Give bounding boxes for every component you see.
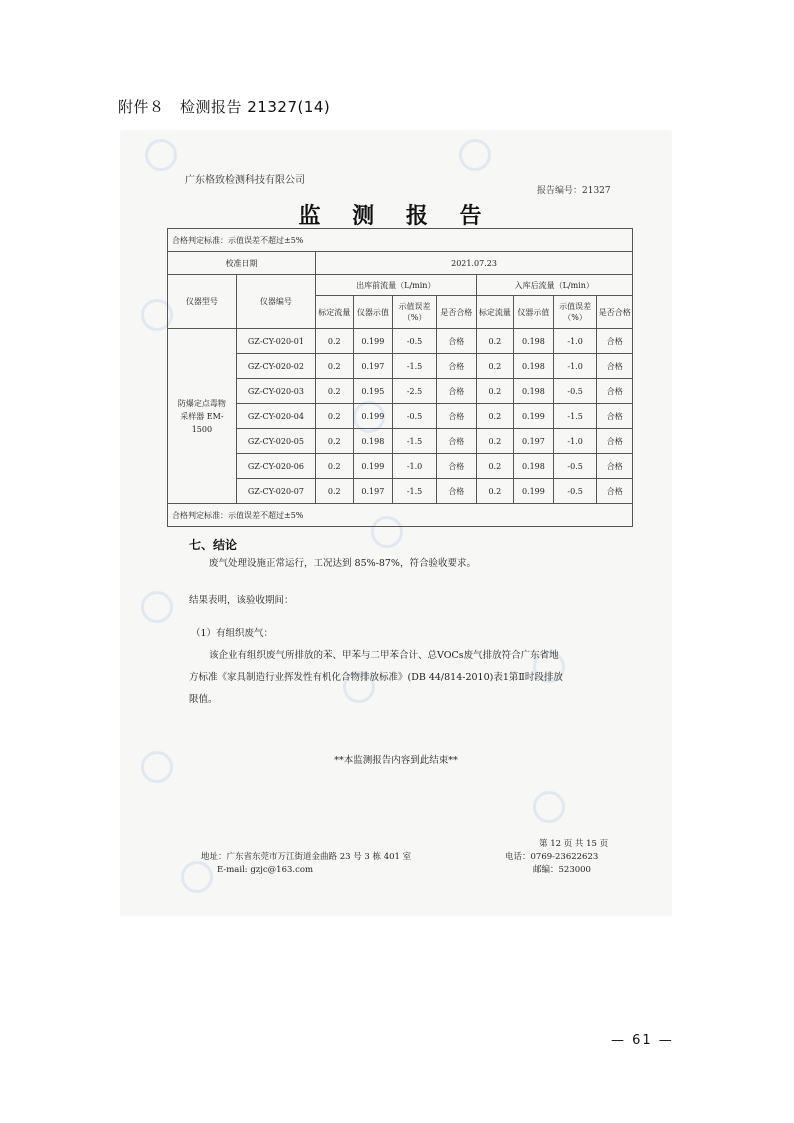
sub-error: 示值误差（%）: [393, 296, 437, 329]
cell: 0.199: [353, 454, 393, 479]
cell: 0.197: [353, 354, 393, 379]
table-row: [168, 429, 633, 454]
cell: -1.0: [553, 354, 597, 379]
page-number: — 61 —: [611, 1033, 674, 1048]
conclusion-p4-line1: 该企业有组织废气所排放的苯、甲苯与二甲苯合计、总VOCs废气排放符合广东省地: [209, 650, 559, 661]
cell: 0.199: [353, 404, 393, 429]
cell: 0.2: [476, 329, 514, 354]
cell: -0.5: [393, 404, 437, 429]
criteria-note-top: 合格判定标准：示值误差不超过±5%: [168, 229, 633, 252]
cell: -0.5: [553, 379, 597, 404]
conclusion-p3: （1）有组织废气：: [191, 628, 274, 639]
cal-date-label: 校准日期: [168, 252, 316, 275]
group-in-flow: 入库后流量（L/min）: [476, 275, 632, 296]
cell: 合格: [436, 329, 476, 354]
cell: 0.2: [476, 354, 514, 379]
cell: 0.198: [514, 379, 554, 404]
watermark-logo-icon: [533, 791, 565, 823]
cell: -1.0: [393, 454, 437, 479]
cell: 0.2: [476, 379, 514, 404]
cell: -1.5: [393, 479, 437, 504]
cell: 0.2: [476, 479, 514, 504]
report-number: 报告编号：21327: [537, 186, 611, 196]
cell: -1.5: [393, 429, 437, 454]
instrument-model-name: 防爆定点毒物采样器 EM-1500: [168, 329, 237, 504]
table-row: [168, 454, 633, 479]
cell: -1.0: [553, 329, 597, 354]
serial-cell: GZ-CY-020-03: [236, 379, 315, 404]
sub-pass: 是否合格: [436, 296, 476, 329]
cell: 合格: [436, 404, 476, 429]
cell: 合格: [436, 429, 476, 454]
footer-page-info: 第 12 页 共 15 页: [539, 839, 609, 849]
cell: 0.197: [353, 479, 393, 504]
criteria-note-bottom: 合格判定标准：示值误差不超过±5%: [168, 504, 633, 527]
col-instrument-serial: 仪器编号: [236, 275, 315, 329]
cell: 0.2: [316, 479, 354, 504]
table-row: [168, 379, 633, 404]
serial-cell: GZ-CY-020-01: [236, 329, 315, 354]
footer-address: 地址：广东省东莞市万江街道金曲路 23 号 3 栋 401 室: [201, 852, 412, 862]
sub-indicated: 仪器示值: [514, 296, 554, 329]
cell: 合格: [597, 354, 633, 379]
table-row: [168, 354, 633, 379]
cell: 合格: [597, 429, 633, 454]
cell: 0.198: [514, 454, 554, 479]
conclusion-p2: 结果表明，该验收期间：: [189, 595, 294, 606]
cell: -1.0: [553, 429, 597, 454]
cell: 合格: [597, 404, 633, 429]
cell: 合格: [597, 454, 633, 479]
conclusion-heading: 七、结论: [189, 538, 238, 552]
cell: 0.199: [353, 329, 393, 354]
cell: 0.199: [514, 479, 554, 504]
col-instrument-model: 仪器型号: [168, 275, 237, 329]
scanned-report-page: [121, 131, 671, 915]
cell: -0.5: [553, 454, 597, 479]
conclusion-p4-line2: 方标准《家具制造行业挥发性有机化合物排放标准》(DB 44/814-2010)表1第Ⅱ时段排放: [189, 672, 563, 683]
watermark-logo-icon: [459, 139, 491, 171]
cell: -2.5: [393, 379, 437, 404]
cell: 合格: [436, 379, 476, 404]
cell: 0.198: [514, 354, 554, 379]
cell: 0.2: [476, 429, 514, 454]
cell: 合格: [436, 454, 476, 479]
cell: 0.2: [316, 354, 354, 379]
company-name: 广东格致检测科技有限公司: [185, 175, 305, 186]
serial-cell: GZ-CY-020-06: [236, 454, 315, 479]
cell: 0.2: [316, 329, 354, 354]
serial-cell: GZ-CY-020-05: [236, 429, 315, 454]
cell: 0.198: [353, 429, 393, 454]
cell: 合格: [597, 329, 633, 354]
watermark-logo-icon: [141, 591, 173, 623]
cell: 合格: [597, 379, 633, 404]
sub-pass: 是否合格: [597, 296, 633, 329]
cell: 合格: [436, 354, 476, 379]
cell: 0.198: [514, 329, 554, 354]
cell: 0.2: [476, 404, 514, 429]
cell: -1.5: [553, 404, 597, 429]
footer-phone: 电话：0769-23622623: [505, 852, 599, 862]
cell: 0.199: [514, 404, 554, 429]
cell: 0.2: [316, 429, 354, 454]
cell: -1.5: [393, 354, 437, 379]
sub-indicated: 仪器示值: [353, 296, 393, 329]
footer-contact-right: [505, 838, 608, 877]
calibration-table: [167, 228, 633, 527]
cell: -0.5: [393, 329, 437, 354]
cell: 0.2: [476, 454, 514, 479]
table-row: [168, 404, 633, 429]
sub-std-flow: 标定流量: [476, 296, 514, 329]
footer-postcode: 邮编：523000: [533, 865, 591, 875]
footer-contact-left: [201, 851, 411, 877]
cell: 0.2: [316, 454, 354, 479]
cal-date-value: 2021.07.23: [316, 252, 633, 275]
watermark-logo-icon: [145, 139, 177, 171]
attachment-title: 附件８ 检测报告 21327(14): [118, 98, 331, 116]
serial-cell: GZ-CY-020-02: [236, 354, 315, 379]
cell: 合格: [436, 479, 476, 504]
conclusion-p1: 废气处理设施正常运行，工况达到 85%-87%，符合验收要求。: [209, 558, 476, 569]
cell: 0.2: [316, 379, 354, 404]
cell: -0.5: [553, 479, 597, 504]
cell: 0.2: [316, 404, 354, 429]
serial-cell: GZ-CY-020-07: [236, 479, 315, 504]
cell: 0.195: [353, 379, 393, 404]
table-row: [168, 329, 633, 354]
footer-email: E-mail: gzjc@163.com: [217, 865, 314, 875]
sub-std-flow: 标定流量: [316, 296, 354, 329]
report-end-text: **本监测报告内容到此结束**: [334, 755, 458, 766]
cell: 0.197: [514, 429, 554, 454]
report-title: 监 测 报 告: [298, 203, 494, 229]
serial-cell: GZ-CY-020-04: [236, 404, 315, 429]
cell: 合格: [597, 479, 633, 504]
group-out-flow: 出库前流量（L/min）: [316, 275, 477, 296]
table-row: [168, 479, 633, 504]
conclusion-p4-line3: 限值。: [189, 694, 218, 705]
sub-error: 示值误差（%）: [553, 296, 597, 329]
